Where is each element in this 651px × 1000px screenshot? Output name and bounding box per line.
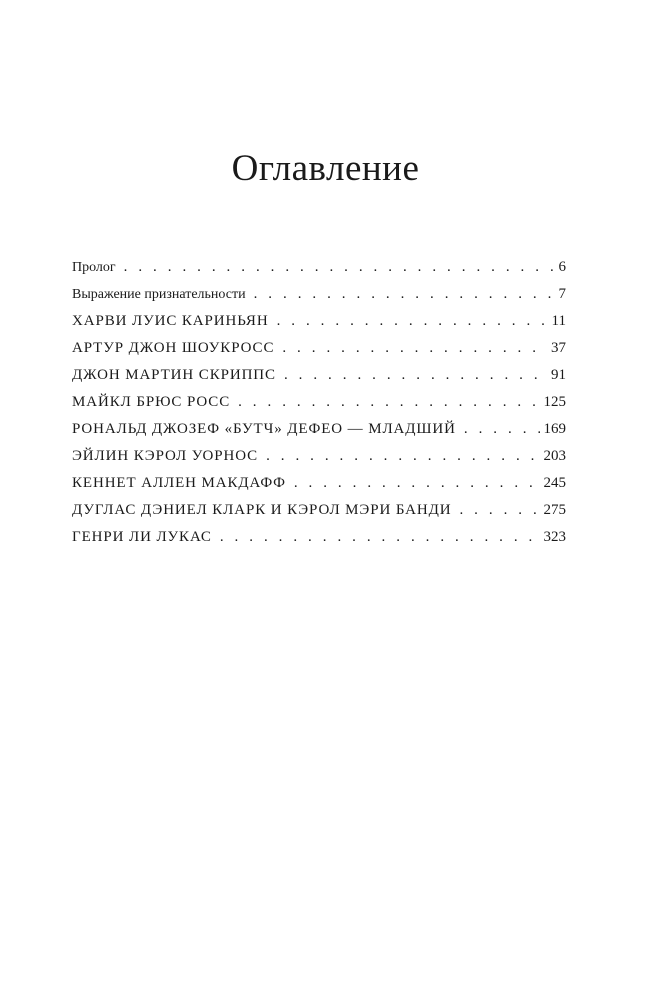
toc-entry-label: РОНАЛЬД ДЖОЗЕФ «БУТЧ» ДЕФЕО — МЛАДШИЙ — [72, 416, 464, 443]
toc-entry-page: 7 — [555, 281, 567, 308]
toc-entry-label: ДУГЛАС ДЭНИЕЛ КЛАРК И КЭРОЛ МЭРИ БАНДИ — [72, 497, 459, 524]
toc-entry-label: Выражение признательности — [72, 281, 254, 308]
toc-entry-page: 91 — [547, 362, 566, 389]
toc-entry[interactable] — [72, 524, 566, 551]
toc-entry-page: 37 — [547, 335, 566, 362]
toc-entry-label: МАЙКЛ БРЮС РОСС — [72, 389, 238, 416]
toc-dot-leader — [220, 524, 540, 551]
page-title: Оглавление — [231, 148, 420, 189]
toc-entry[interactable] — [72, 497, 566, 524]
toc-entry[interactable] — [72, 281, 566, 308]
toc-entry-page: 203 — [540, 443, 567, 470]
toc-dot-leader — [459, 497, 539, 524]
toc-dot-leader — [238, 389, 539, 416]
toc-entry-page: 275 — [540, 497, 567, 524]
toc-entry-page: 169 — [540, 416, 567, 443]
toc-entry[interactable] — [72, 308, 566, 335]
toc-entry-label: ГЕНРИ ЛИ ЛУКАС — [72, 524, 220, 551]
toc-entry-label: ДЖОН МАРТИН СКРИППС — [72, 362, 284, 389]
toc-entry-label: КЕННЕТ АЛЛЕН МАКДАФФ — [72, 470, 294, 497]
toc-dot-leader — [277, 308, 548, 335]
toc-entry-page: 6 — [555, 254, 567, 281]
toc-entry[interactable] — [72, 254, 566, 281]
toc-dot-leader — [464, 416, 540, 443]
toc-dot-leader — [294, 470, 540, 497]
toc-entry-page: 11 — [548, 308, 566, 335]
toc-entry[interactable] — [72, 389, 566, 416]
toc-dot-leader — [282, 335, 547, 362]
toc-dot-leader — [124, 254, 555, 281]
toc-entry-page: 125 — [540, 389, 567, 416]
toc-entry-label: АРТУР ДЖОН ШОУКРОСС — [72, 335, 282, 362]
toc-entry[interactable] — [72, 362, 566, 389]
toc-dot-leader — [254, 281, 555, 308]
toc-dot-leader — [284, 362, 547, 389]
toc-entry-label: Пролог — [72, 254, 124, 281]
toc-entry[interactable] — [72, 470, 566, 497]
toc-entry-label: ЭЙЛИН КЭРОЛ УОРНОС — [72, 443, 266, 470]
table-of-contents — [72, 254, 566, 551]
toc-entry[interactable] — [72, 443, 566, 470]
toc-entry-page: 245 — [540, 470, 567, 497]
toc-dot-leader — [266, 443, 539, 470]
toc-entry-page: 323 — [540, 524, 567, 551]
toc-entry[interactable] — [72, 416, 566, 443]
toc-entry-label: ХАРВИ ЛУИС КАРИНЬЯН — [72, 308, 277, 335]
toc-entry[interactable] — [72, 335, 566, 362]
